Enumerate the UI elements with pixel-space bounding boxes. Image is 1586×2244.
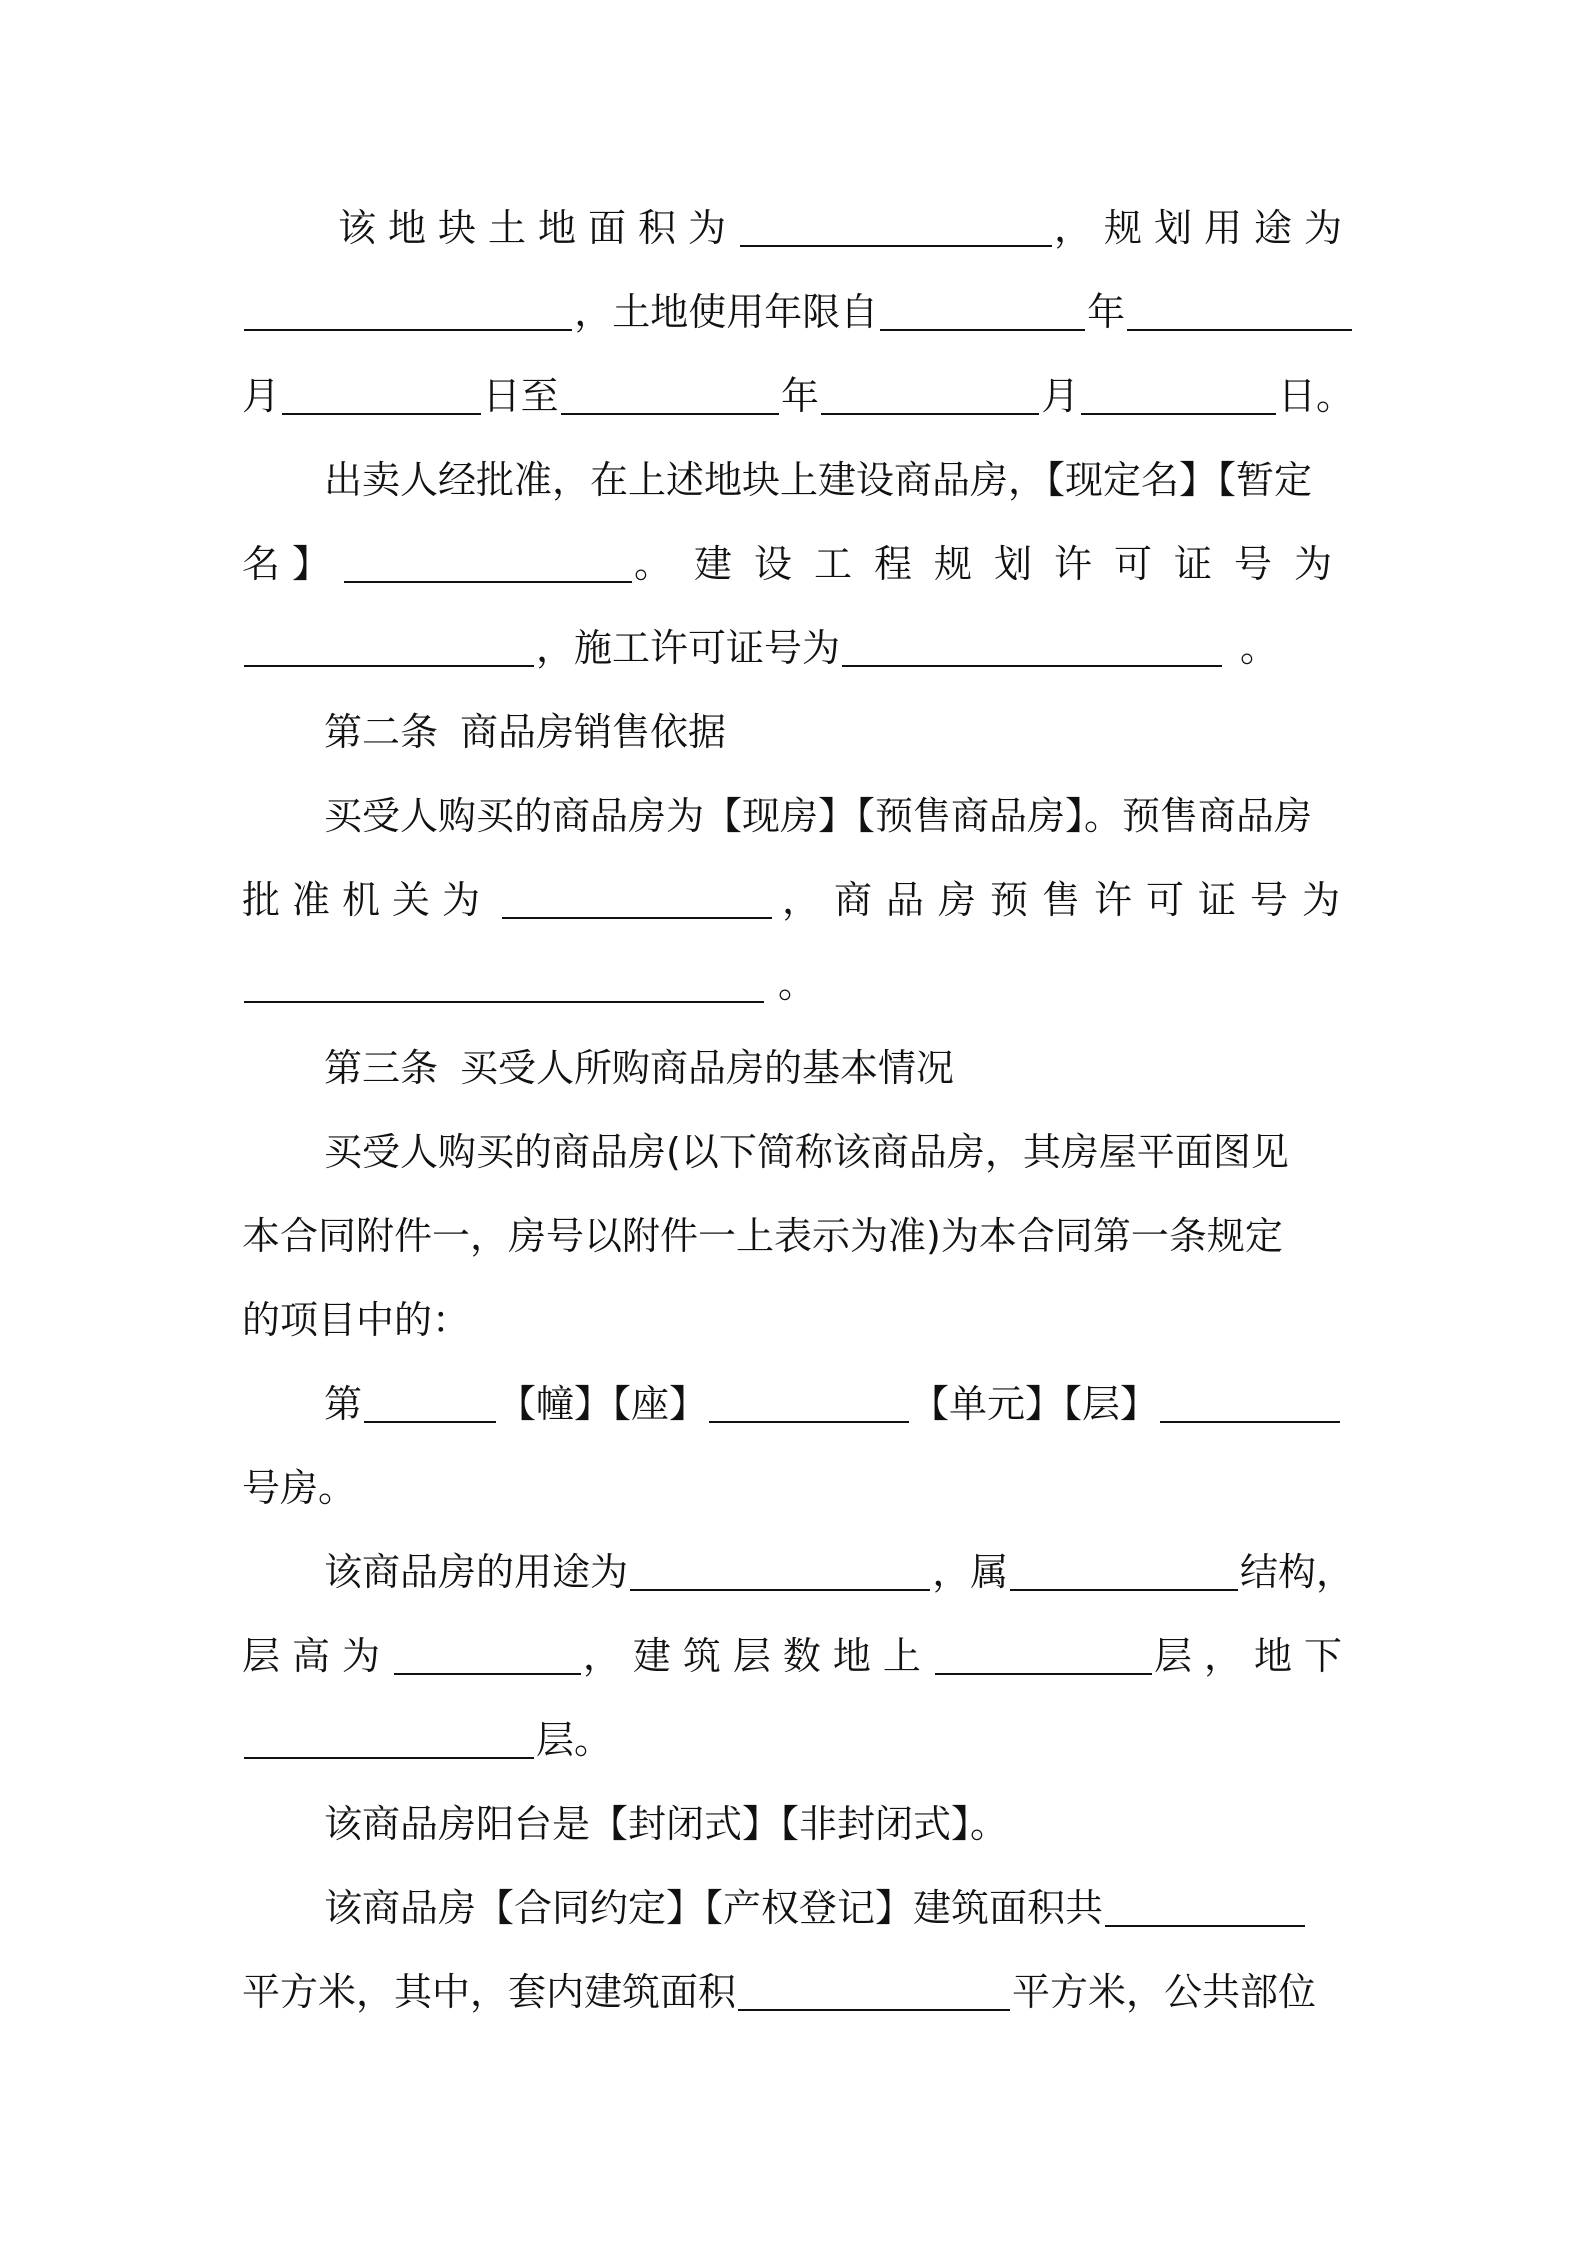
text-segment: 平方米，其中，套内建筑面积 bbox=[242, 1970, 737, 2014]
text-segment: 买受人购买的商品房(以下简称该商品房，其房屋平面图见 bbox=[324, 1130, 1289, 1174]
text-segment: 年 bbox=[1087, 290, 1126, 334]
blank-field[interactable] bbox=[1081, 377, 1276, 415]
text-segment: 该商品房【合同约定】【产权登记】建筑面积共 bbox=[324, 1886, 1104, 1930]
text-segment: ，施工许可证号为 bbox=[536, 626, 841, 670]
blank-field[interactable] bbox=[821, 377, 1039, 415]
text-line bbox=[242, 1782, 1354, 1866]
text-segment: 结构， bbox=[1239, 1550, 1354, 1594]
blank-field[interactable] bbox=[880, 293, 1085, 331]
text-line bbox=[242, 522, 1354, 606]
text-segment: 。建设工程规划许可证号为 bbox=[633, 542, 1354, 586]
section-heading bbox=[242, 1026, 1354, 1110]
text-segment: 平方米，公共部位 bbox=[1012, 1970, 1317, 2014]
section-title: 买受人所购商品房的基本情况 bbox=[460, 1046, 955, 1090]
text-segment: 日至 bbox=[482, 374, 559, 418]
text-segment: 的项目中的： bbox=[242, 1298, 471, 1342]
text-line bbox=[242, 1698, 1354, 1782]
blank-field[interactable] bbox=[502, 881, 772, 919]
text-segment: ，土地使用年限自 bbox=[574, 290, 879, 334]
text-segment: 层高为 bbox=[242, 1634, 393, 1678]
text-segment: ，建筑层数地上 bbox=[582, 1634, 933, 1678]
text-segment: 层，地下 bbox=[1153, 1634, 1354, 1678]
text-segment: 月 bbox=[1041, 374, 1080, 418]
text-segment: 出卖人经批准，在上述地块上建设商品房，【现定名】【暂定 bbox=[324, 458, 1313, 502]
blank-field[interactable] bbox=[282, 377, 481, 415]
text-line bbox=[242, 186, 1354, 270]
text-line bbox=[242, 774, 1354, 858]
blank-field[interactable] bbox=[709, 1385, 909, 1423]
text-line bbox=[242, 1110, 1354, 1194]
text-segment: 该商品房的用途为 bbox=[324, 1550, 629, 1594]
text-segment: ，规划用途为 bbox=[1053, 206, 1354, 250]
text-segment: 买受人购买的商品房为【现房】【预售商品房】。预售商品房 bbox=[324, 794, 1313, 838]
blank-field[interactable] bbox=[740, 209, 1052, 247]
blank-field[interactable] bbox=[630, 1553, 930, 1591]
section-number: 第二条 bbox=[324, 710, 439, 754]
text-line bbox=[242, 1950, 1354, 2034]
text-segment: 月 bbox=[242, 374, 281, 418]
text-segment: ，商品房预售许可证号为 bbox=[781, 878, 1354, 922]
blank-field[interactable] bbox=[244, 293, 572, 331]
text-segment: 本合同附件一，房号以附件一上表示为准)为本合同第一条规定 bbox=[242, 1214, 1283, 1258]
text-line bbox=[242, 858, 1354, 942]
text-line bbox=[242, 1866, 1354, 1950]
text-segment: 。 bbox=[1240, 626, 1279, 670]
section-heading bbox=[242, 690, 1354, 774]
text-line bbox=[242, 354, 1354, 438]
blank-field[interactable] bbox=[344, 545, 632, 583]
text-line bbox=[242, 1614, 1354, 1698]
text-segment: 层。 bbox=[536, 1718, 613, 1762]
text-line bbox=[242, 438, 1354, 522]
text-segment: ，属 bbox=[932, 1550, 1009, 1594]
blank-field[interactable] bbox=[561, 377, 779, 415]
text-segment: 日。 bbox=[1278, 374, 1355, 418]
blank-field[interactable] bbox=[364, 1385, 496, 1423]
text-line bbox=[242, 1194, 1354, 1278]
text-segment: 号房。 bbox=[242, 1466, 357, 1510]
blank-field[interactable] bbox=[1105, 1889, 1305, 1927]
text-segment: 年 bbox=[780, 374, 819, 418]
blank-field[interactable] bbox=[244, 965, 764, 1003]
blank-field[interactable] bbox=[1127, 293, 1352, 331]
text-line bbox=[242, 1530, 1354, 1614]
text-line bbox=[242, 606, 1354, 690]
text-line bbox=[242, 1362, 1354, 1446]
section-number: 第三条 bbox=[324, 1046, 439, 1090]
blank-field[interactable] bbox=[1160, 1385, 1340, 1423]
text-segment: 【单元】【层】 bbox=[911, 1382, 1159, 1426]
text-line bbox=[242, 1278, 1354, 1362]
section-title: 商品房销售依据 bbox=[460, 710, 727, 754]
blank-field[interactable] bbox=[935, 1637, 1152, 1675]
text-segment: 【幢】【座】 bbox=[498, 1382, 708, 1426]
text-segment: 第 bbox=[324, 1382, 363, 1426]
text-segment: 该地块土地面积为 bbox=[338, 206, 739, 250]
text-segment: 。 bbox=[778, 962, 817, 1006]
text-segment: 名】 bbox=[242, 542, 343, 586]
blank-field[interactable] bbox=[394, 1637, 581, 1675]
blank-field[interactable] bbox=[244, 629, 534, 667]
blank-field[interactable] bbox=[738, 1973, 1010, 2011]
text-line bbox=[242, 270, 1354, 354]
text-line bbox=[242, 942, 1354, 1026]
text-segment: 批准机关为 bbox=[242, 878, 493, 922]
blank-field[interactable] bbox=[842, 629, 1222, 667]
text-segment: 该商品房阳台是【封闭式】【非封闭式】。 bbox=[324, 1802, 1009, 1846]
text-line bbox=[242, 1446, 1354, 1530]
blank-field[interactable] bbox=[1010, 1553, 1238, 1591]
blank-field[interactable] bbox=[244, 1721, 534, 1759]
